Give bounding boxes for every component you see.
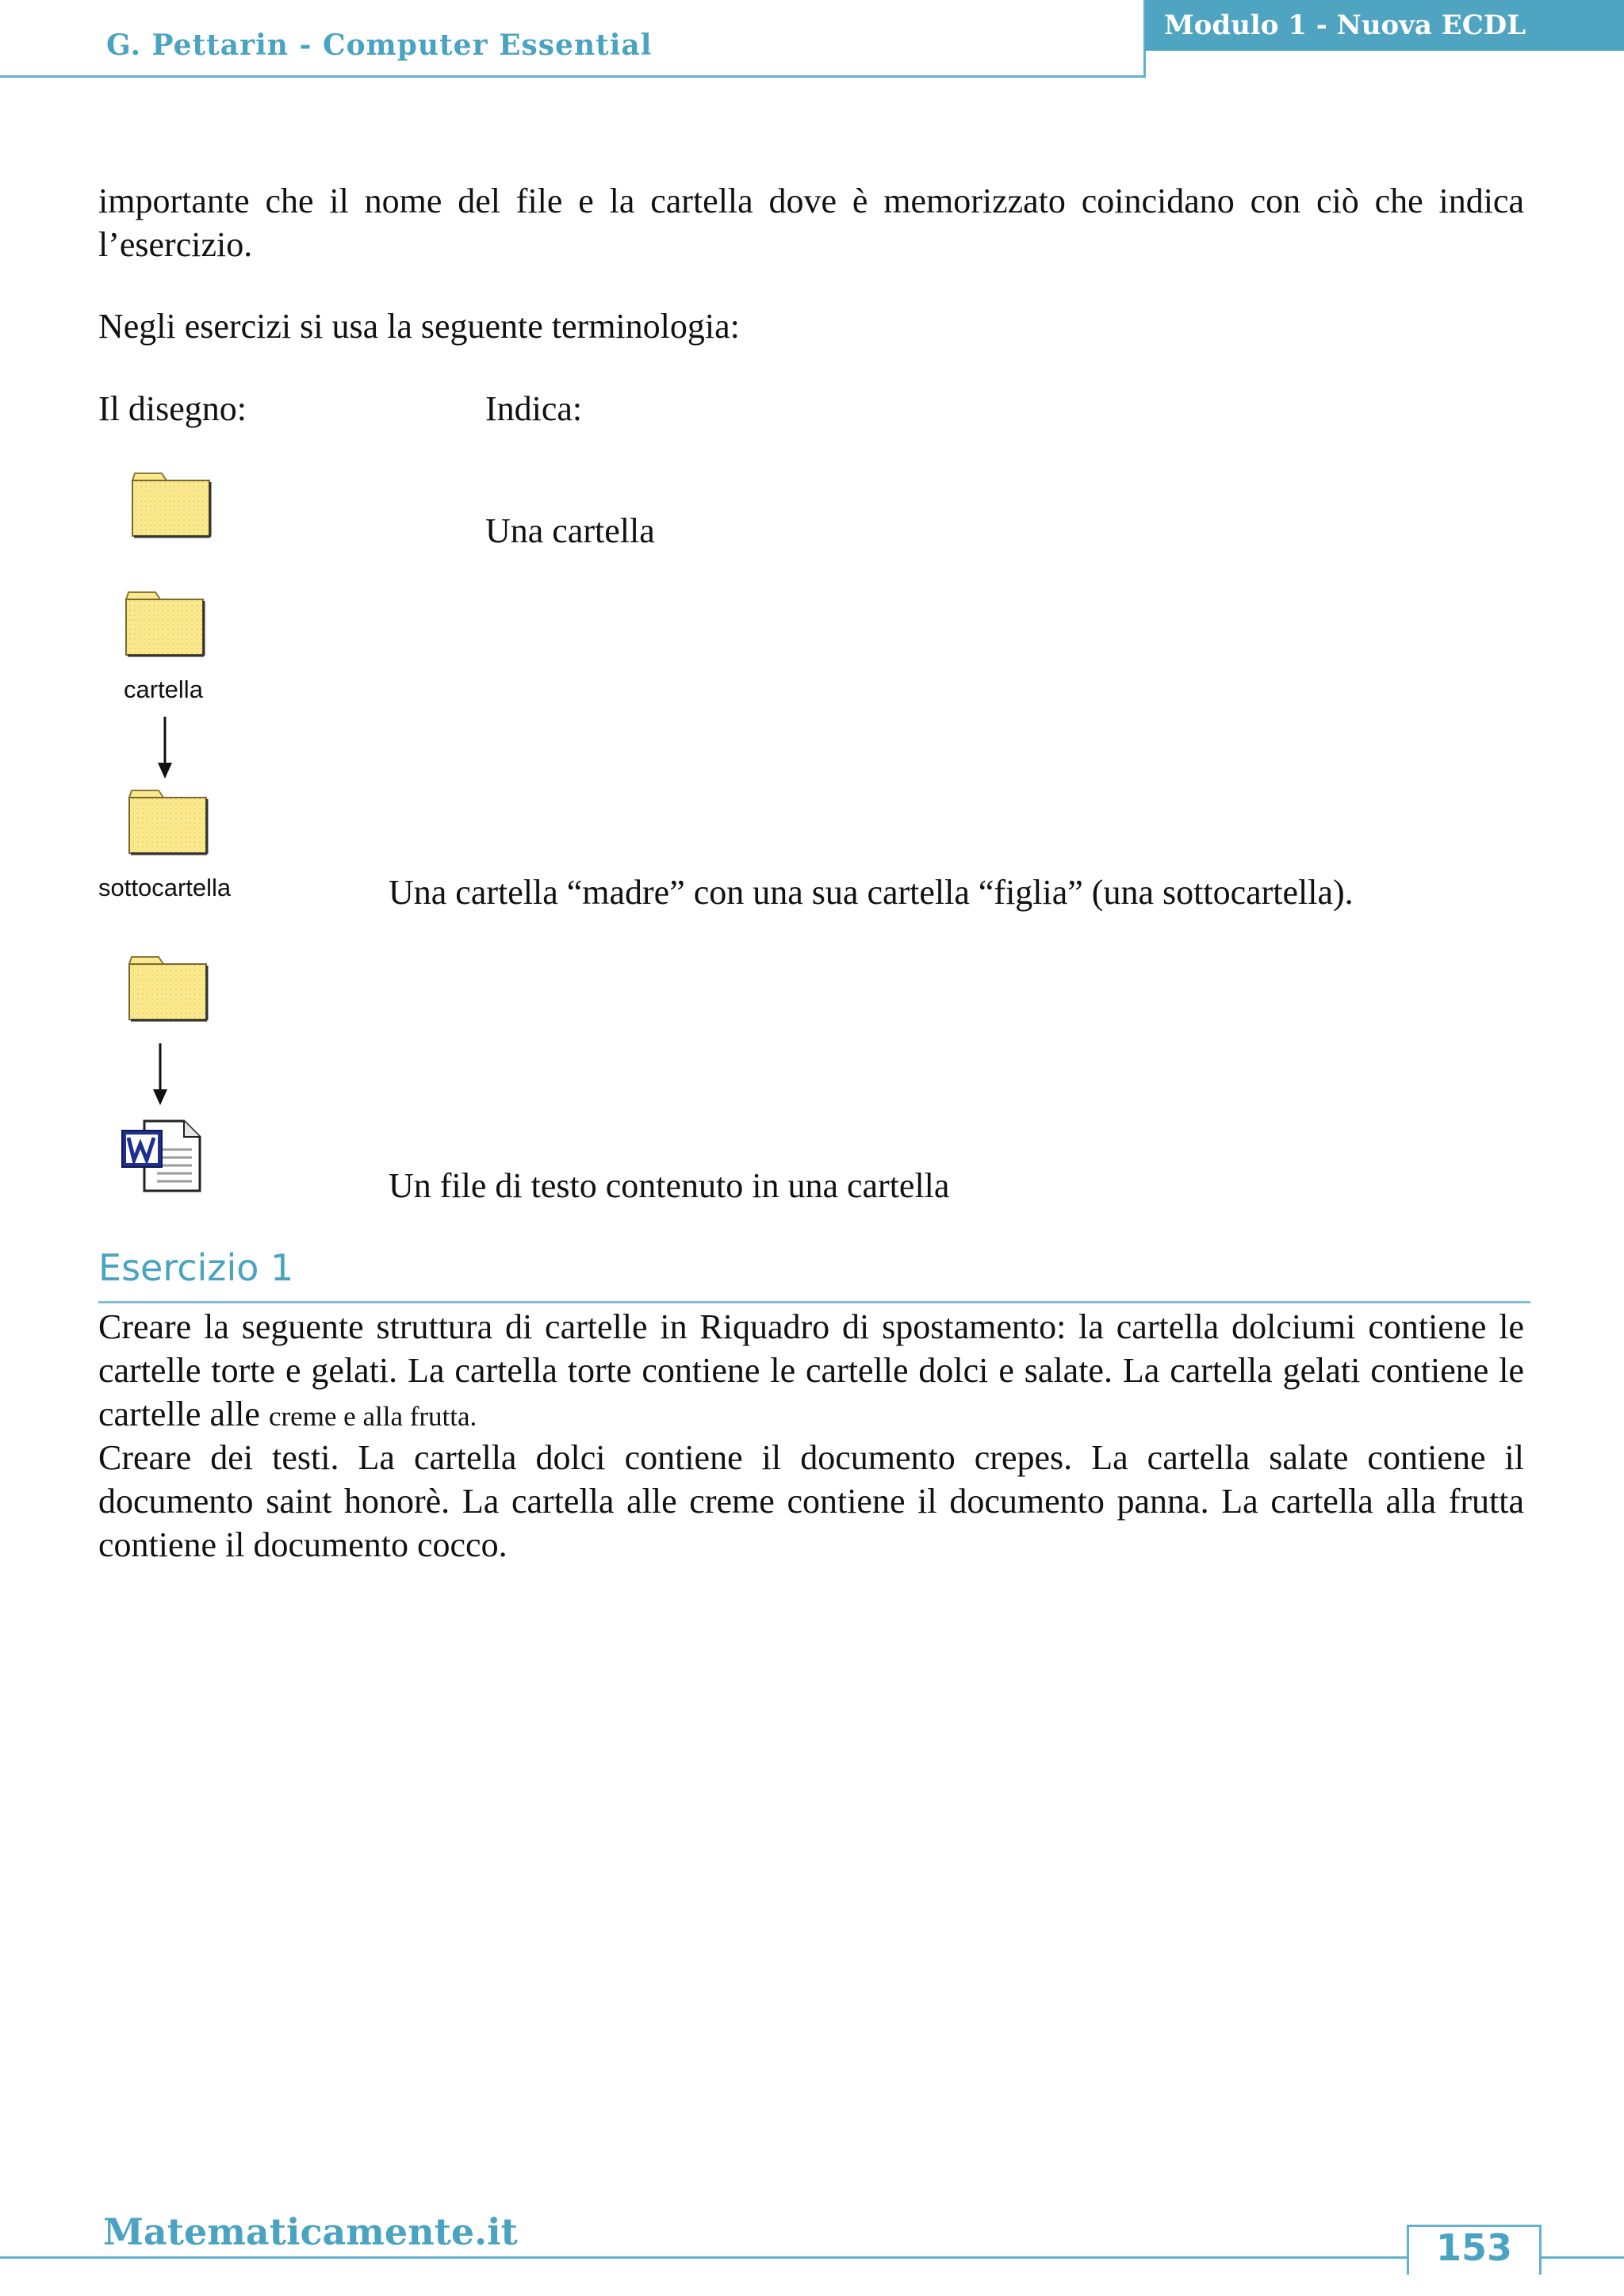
header-module-label: Modulo 1 - Nuova ECDL (1164, 10, 1526, 41)
terminology-intro: Negli esercizi si usa la seguente terminologia: (98, 307, 740, 346)
column-heading-drawing: Il disegno: (98, 389, 247, 428)
word-document-icon (121, 1118, 203, 1194)
folder-icon (127, 955, 209, 1023)
exercise-paragraph-1-main: Creare la seguente struttura di cartelle in Riquadro di spostamento: la cartella dolciumi contiene le cartelle torte e gelati. La cartella torte contiene le cartelle dolci e salate. La cartella gelati contiene le cartelle alle (98, 1307, 1524, 1433)
arrow-down-icon (151, 1042, 170, 1107)
footer-rule (0, 2256, 1624, 2259)
folder-icon (124, 590, 206, 658)
folder-label-sottocartella: sottocartella (98, 874, 232, 901)
exercise-paragraph-1-small: creme e alla frutta. (268, 1401, 477, 1432)
exercise-paragraph-1 (98, 1305, 1524, 1438)
folder-icon (130, 471, 213, 539)
exercise-paragraph-2: Creare dei testi. La cartella dolci contiene il documento crepes. La cartella salate contiene il documento saint honorè. La cartella alle creme contiene il documento panna. La cartella alla frutta contiene il documento cocco. (98, 1438, 1524, 1564)
column-heading-indicates: Indica: (485, 389, 583, 428)
header-book-title: G. Pettarin - Computer Essential (106, 29, 653, 62)
footer-site-name: Matematicamente.it (103, 2210, 518, 2253)
folder-icon (127, 788, 209, 856)
intro-paragraph: importante che il nome del file e la cartella dove è memorizzato coincidano con ciò che indica l’esercizio. (98, 182, 1524, 264)
row-folder-description: Una cartella (485, 511, 655, 550)
folder-label-cartella: cartella (124, 675, 203, 703)
page-number: 153 (1435, 2226, 1513, 2269)
exercise-title: Esercizio 1 (98, 1246, 294, 1289)
header-rule (0, 75, 1145, 78)
row-subfolder-description: Una cartella “madre” con una sua cartella “figlia” (una sottocartella). (389, 873, 1354, 912)
row-file-description: Un file di testo contenuto in una cartella (389, 1166, 950, 1205)
exercise-title-rule (98, 1301, 1530, 1303)
arrow-down-icon (155, 715, 174, 780)
